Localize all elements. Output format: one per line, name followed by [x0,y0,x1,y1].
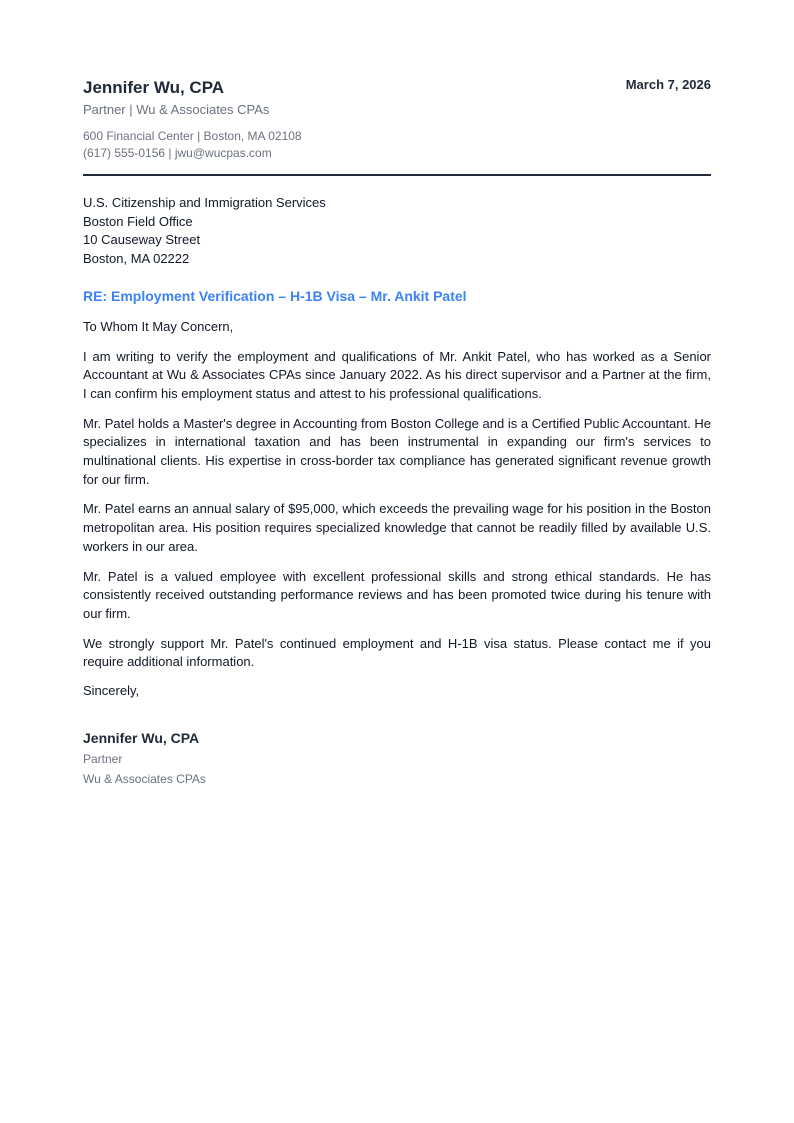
sender-phone-email: (617) 555-0156 | jwu@wucpas.com [83,146,272,160]
body-paragraph: We strongly support Mr. Patel's continued employment and H-1B visa status. Please contact me if you require additional information. [83,635,711,670]
body-paragraph: I am writing to verify the employment and qualifications of Mr. Ankit Patel, who has worked as a Senior Accountant at Wu & Associates CPAs since January 2022. As his direct supervisor and a Partner at the firm, I can confirm his employment status and attest to his professional qualifications. [83,348,711,401]
subject-line: RE: Employment Verification – H-1B Visa – Mr. Ankit Patel [83,288,467,304]
letter-page [83,0,711,789]
signature-title: Partner [83,751,123,766]
sender-name: Jennifer Wu, CPA [83,78,225,97]
recipient-line: 10 Causeway Street [83,232,201,247]
signature-company: Wu & Associates CPAs [83,771,206,786]
recipient-line: Boston, MA 02222 [83,250,190,266]
recipient-address [83,194,711,268]
sender-contact-block [83,128,711,162]
sender-title: Partner | Wu & Associates CPAs [83,102,270,117]
salutation: To Whom It May Concern, [83,319,234,334]
letter-date: March 7, 2026 [625,77,711,92]
sender-address: 600 Financial Center | Boston, MA 02108 [83,129,302,143]
recipient-line: Boston Field Office [83,213,193,229]
letterhead [83,0,711,176]
recipient-line: U.S. Citizenship and Immigration Services [83,195,326,210]
signature-name: Jennifer Wu, CPA [83,729,200,746]
closing: Sincerely, [83,683,140,699]
body-paragraph: Mr. Patel earns an annual salary of $95,000, which exceeds the prevailing wage for his position in the Boston metropolitan area. His position requires specialized knowledge that cannot be readily filled by available U.S. workers in our area. [83,501,711,554]
body-paragraph: Mr. Patel holds a Master's degree in Accounting from Boston College and is a Certified Public Accountant. He specializes in international taxation and has been instrumental in expanding our firm's services to multinational clients. His expertise in cross-border tax compliance has generated significant revenue growth for our firm. [83,415,711,487]
body-paragraph: Mr. Patel is a valued employee with excellent professional skills and strong ethical standards. He has consistently received outstanding performance reviews and has been promoted twice during his tenure with our firm. [83,568,711,621]
